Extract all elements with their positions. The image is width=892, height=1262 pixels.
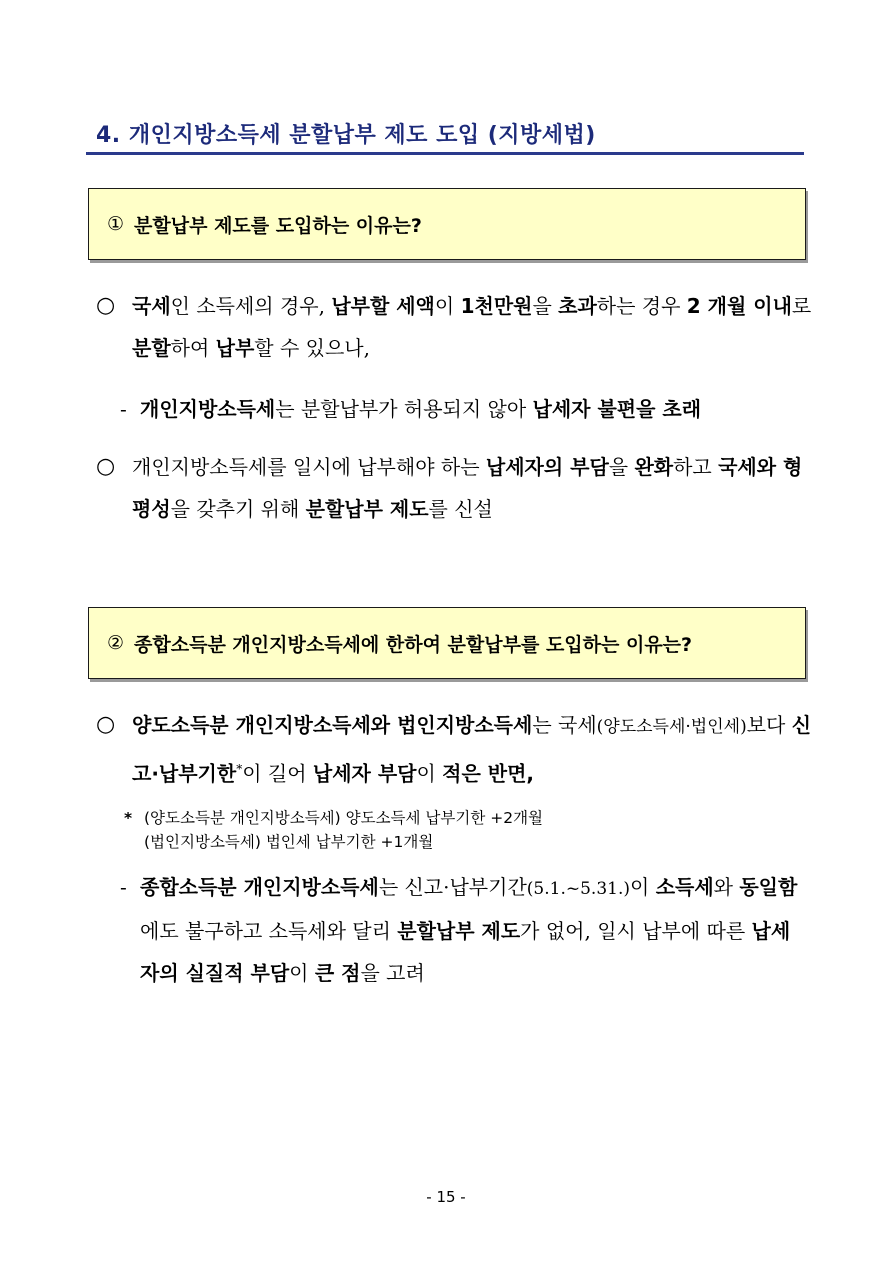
subpoint-comprehensive-income [120,866,806,994]
text: 종합소득분 개인지방소득세 [140,875,379,899]
text: 납세자 부담 [312,761,417,786]
text: 는 분할납부가 허용되지 않아 [275,397,533,421]
text: 로 [791,294,812,318]
text: 는 국세 [532,713,597,737]
text: 을 갖추기 위해 [170,497,306,521]
text: 개인지방소득세 [140,397,276,421]
text: 적은 반면, [442,761,534,786]
text: 을 고려 [360,961,425,985]
footnote-line-1 [124,806,724,830]
text: 가 없어, 일시 납부에 따른 [520,919,752,943]
section-title: 4. 개인지방소득세 분할납부 제도 도입 (지방세법) [96,123,596,148]
text: 와 [713,875,740,899]
footnote-marker: * [236,762,243,776]
text: (5.1.~5.31.) [526,879,630,899]
text: 에도 불구하고 소득세와 달리 [140,919,398,943]
paragraph-income-tax [96,285,812,369]
dash-bullet: - [120,875,127,899]
text: 납세자의 부담 [485,455,609,479]
circle-bullet-icon: ○ [96,293,116,318]
text: 큰 점 [314,961,361,985]
text: 이 [630,875,656,899]
dash-bullet: - [120,397,127,421]
text: 분할납부 제도 [305,497,429,521]
text: 국세 [132,294,171,318]
text: 인 소득세의 경우, [170,294,332,318]
circle-bullet-icon: ○ [96,712,116,737]
page-number: - 15 - [426,1188,466,1206]
text: 분할납부 제도 [397,919,521,943]
text: 이 [289,961,315,985]
text: 1천만원 [460,294,533,318]
text: 할 수 있으나, [254,336,370,360]
text: 분할 [132,336,171,360]
paragraph-new-system [96,446,812,530]
circled-number-2: ② [107,632,125,654]
text: 동일함 [739,875,798,899]
text: 국세와 형평성 [132,455,803,521]
footnote [124,806,724,854]
text: 하는 경우 [596,294,687,318]
circle-bullet-icon: ○ [96,454,116,479]
text: 납세자의 실질적 부담 [140,919,791,985]
text: 을 [608,455,635,479]
paragraph-transfer-corporate [96,704,812,795]
text: 이 [416,761,443,786]
text: 2 개월 이내 [686,294,792,318]
question-text-2: 종합소득분 개인지방소득세에 한하여 분할납부를 도입하는 이유는? [134,633,693,656]
text: 개인지방소득세를 일시에 납부해야 하는 [132,455,486,479]
question-box-1 [88,188,806,260]
question-text-1: 분할납부 제도를 도입하는 이유는? [134,214,422,237]
text: (양도소득분 개인지방소득세) 양도소득세 납부기한 +2개월 [144,809,544,827]
text: 소득세 [655,875,714,899]
text: 이 길어 [242,761,313,786]
question-box-2 [88,607,806,679]
text: 신고·납부기한 [132,713,812,786]
text: 는 신고·납부기간 [378,875,527,899]
text: (양도소득세·법인세) [596,717,747,737]
text: 납부 [215,336,255,360]
text: 납부할 세액 [331,294,435,318]
text: 완화 [634,455,674,479]
asterisk-icon: * [124,809,133,827]
text: 을 [532,294,559,318]
text: 이 [434,294,461,318]
circled-number-1: ① [107,213,125,235]
title-underline [86,152,804,155]
text: 납세자 불편을 초래 [532,397,702,421]
text: 초과 [558,294,597,318]
text: 를 신설 [428,497,493,521]
subpoint-local-income-tax [120,388,800,430]
text: 하고 [673,455,719,479]
text: 보다 [746,713,792,737]
text: 하여 [170,336,216,360]
text: 양도소득분 개인지방소득세와 법인지방소득세 [132,713,533,737]
footnote-line-2: (법인지방소득세) 법인세 납부기한 +1개월 [144,833,434,851]
